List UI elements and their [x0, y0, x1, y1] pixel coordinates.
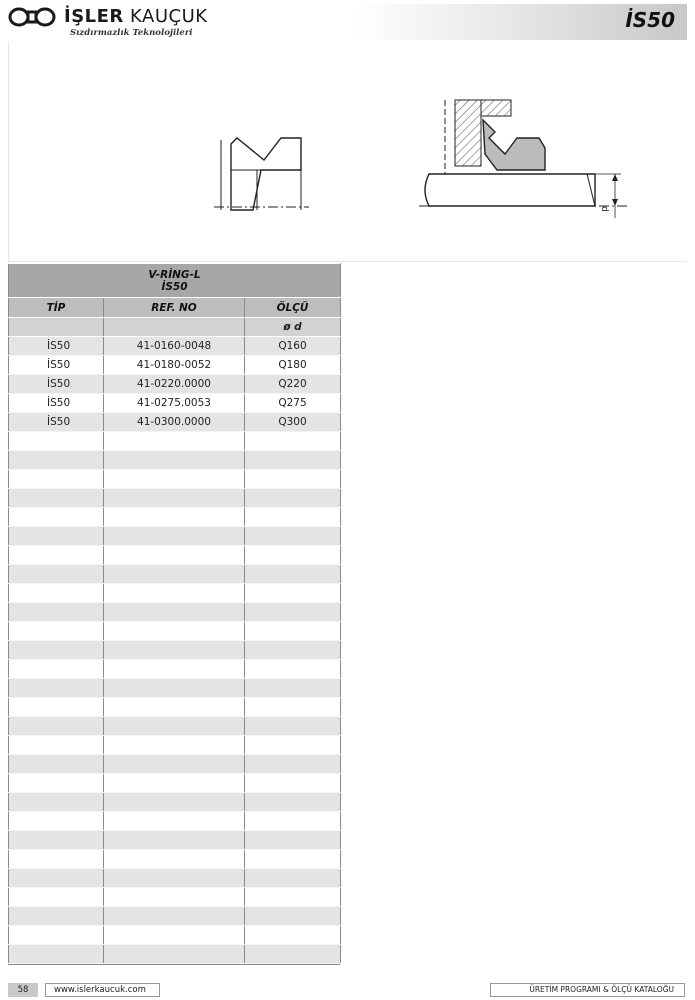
- empty-cell: [9, 584, 104, 603]
- dimension-d-label: d: [598, 206, 609, 212]
- subheader-ref: [104, 318, 245, 337]
- empty-cell: [245, 432, 341, 451]
- empty-cell: [9, 736, 104, 755]
- product-table: [8, 263, 341, 964]
- product-code: İS50: [625, 8, 675, 32]
- empty-cell: [104, 679, 245, 698]
- cell-tip: İS50: [9, 375, 104, 394]
- table-subheader-row: [9, 318, 341, 337]
- empty-cell: [104, 584, 245, 603]
- brand-name: İŞLER KAUÇUK: [64, 6, 208, 27]
- empty-cell: [9, 527, 104, 546]
- empty-cell: [245, 945, 341, 964]
- empty-cell: [9, 508, 104, 527]
- header-ref-no: REF. NO: [104, 298, 245, 318]
- cell-size: Q160: [245, 337, 341, 356]
- table-title-line1: V-RİNG-L: [148, 268, 201, 281]
- table-row-empty: [9, 527, 341, 546]
- table-row-empty: [9, 812, 341, 831]
- table-row-empty: [9, 451, 341, 470]
- table-row: [9, 394, 341, 413]
- empty-cell: [104, 907, 245, 926]
- cell-ref-no: 41-0275.0053: [104, 394, 245, 413]
- table-row-empty: [9, 793, 341, 812]
- empty-cell: [245, 698, 341, 717]
- empty-cell: [9, 869, 104, 888]
- empty-cell: [9, 831, 104, 850]
- empty-cell: [9, 945, 104, 964]
- empty-cell: [104, 831, 245, 850]
- empty-cell: [245, 470, 341, 489]
- table-row-empty: [9, 755, 341, 774]
- cell-tip: İS50: [9, 356, 104, 375]
- empty-cell: [9, 926, 104, 945]
- table-title: [9, 264, 341, 298]
- empty-cell: [104, 565, 245, 584]
- empty-cell: [104, 432, 245, 451]
- empty-cell: [9, 489, 104, 508]
- product-code-banner: [355, 4, 687, 40]
- cell-ref-no: 41-0300.0000: [104, 413, 245, 432]
- table-row-empty: [9, 869, 341, 888]
- company-logo: [8, 4, 348, 40]
- brand-tagline: Sızdırmazlık Teknolojileri: [70, 28, 193, 38]
- empty-cell: [104, 451, 245, 470]
- installation-view: [419, 100, 629, 218]
- logo-rings-icon: [8, 6, 56, 28]
- table-row-empty: [9, 489, 341, 508]
- empty-cell: [245, 508, 341, 527]
- empty-cell: [9, 717, 104, 736]
- header-olcu: ÖLÇÜ: [245, 298, 341, 318]
- empty-cell: [245, 793, 341, 812]
- empty-cell: [245, 584, 341, 603]
- table-row: [9, 413, 341, 432]
- table-row-empty: [9, 565, 341, 584]
- empty-cell: [245, 907, 341, 926]
- empty-cell: [104, 489, 245, 508]
- empty-cell: [104, 736, 245, 755]
- empty-cell: [9, 641, 104, 660]
- page-header: [0, 0, 695, 42]
- empty-cell: [104, 660, 245, 679]
- empty-cell: [9, 698, 104, 717]
- empty-cell: [245, 546, 341, 565]
- cell-size: Q220: [245, 375, 341, 394]
- empty-cell: [9, 812, 104, 831]
- cell-size: Q180: [245, 356, 341, 375]
- cell-ref-no: 41-0160-0048: [104, 337, 245, 356]
- table-row-empty: [9, 603, 341, 622]
- empty-cell: [245, 812, 341, 831]
- empty-cell: [104, 546, 245, 565]
- table-row-empty: [9, 546, 341, 565]
- empty-cell: [245, 603, 341, 622]
- empty-cell: [245, 622, 341, 641]
- empty-cell: [104, 945, 245, 964]
- catalog-title: ÜRETİM PROGRAMI & ÖLÇÜ KATALOĞU: [490, 983, 685, 997]
- table-row-empty: [9, 641, 341, 660]
- empty-cell: [104, 755, 245, 774]
- empty-cell: [245, 926, 341, 945]
- empty-cell: [104, 641, 245, 660]
- empty-cell: [104, 603, 245, 622]
- empty-cell: [104, 926, 245, 945]
- table-row-empty: [9, 774, 341, 793]
- empty-cell: [9, 603, 104, 622]
- empty-cell: [9, 451, 104, 470]
- empty-cell: [104, 774, 245, 793]
- empty-cell: [245, 679, 341, 698]
- empty-cell: [9, 850, 104, 869]
- cell-ref-no: 41-0220.0000: [104, 375, 245, 394]
- table-row-empty: [9, 907, 341, 926]
- table-row-empty: [9, 888, 341, 907]
- table-title-line2: İS50: [161, 280, 188, 293]
- empty-cell: [245, 831, 341, 850]
- empty-cell: [9, 679, 104, 698]
- table-row: [9, 337, 341, 356]
- subheader-tip: [9, 318, 104, 337]
- table-row-empty: [9, 679, 341, 698]
- table-row-empty: [9, 945, 341, 964]
- empty-cell: [9, 907, 104, 926]
- table-row-empty: [9, 926, 341, 945]
- empty-cell: [245, 869, 341, 888]
- empty-cell: [104, 622, 245, 641]
- empty-cell: [245, 489, 341, 508]
- table-row-empty: [9, 584, 341, 603]
- table-header-row: [9, 298, 341, 318]
- cell-tip: İS50: [9, 337, 104, 356]
- empty-cell: [9, 470, 104, 489]
- empty-cell: [104, 698, 245, 717]
- subheader-diameter: ø d: [245, 318, 341, 337]
- empty-cell: [245, 774, 341, 793]
- empty-cell: [9, 622, 104, 641]
- empty-cell: [245, 565, 341, 584]
- cell-ref-no: 41-0180-0052: [104, 356, 245, 375]
- page-number: 58: [8, 983, 38, 997]
- cell-size: Q275: [245, 394, 341, 413]
- table-row-empty: [9, 660, 341, 679]
- website-link[interactable]: www.islerkaucuk.com: [45, 983, 160, 997]
- table-row-empty: [9, 717, 341, 736]
- table-row-empty: [9, 736, 341, 755]
- empty-cell: [245, 850, 341, 869]
- cell-tip: İS50: [9, 394, 104, 413]
- empty-cell: [9, 660, 104, 679]
- table-row-empty: [9, 622, 341, 641]
- empty-cell: [9, 565, 104, 584]
- empty-cell: [9, 888, 104, 907]
- table-row-empty: [9, 470, 341, 489]
- table-row-empty: [9, 831, 341, 850]
- empty-cell: [104, 793, 245, 812]
- table-row: [9, 375, 341, 394]
- empty-cell: [245, 451, 341, 470]
- empty-cell: [104, 527, 245, 546]
- table-row-empty: [9, 850, 341, 869]
- empty-cell: [245, 641, 341, 660]
- technical-drawing: [8, 42, 686, 262]
- empty-cell: [104, 508, 245, 527]
- empty-cell: [104, 812, 245, 831]
- empty-cell: [245, 755, 341, 774]
- table-row: [9, 356, 341, 375]
- empty-cell: [245, 888, 341, 907]
- cell-size: Q300: [245, 413, 341, 432]
- seal-profile: [214, 138, 309, 210]
- empty-cell: [9, 432, 104, 451]
- empty-cell: [104, 869, 245, 888]
- empty-cell: [104, 717, 245, 736]
- empty-cell: [245, 660, 341, 679]
- empty-cell: [245, 736, 341, 755]
- empty-cell: [104, 850, 245, 869]
- empty-cell: [104, 888, 245, 907]
- empty-cell: [104, 470, 245, 489]
- empty-cell: [9, 793, 104, 812]
- header-tip: TİP: [9, 298, 104, 318]
- table-row-empty: [9, 508, 341, 527]
- empty-cell: [245, 527, 341, 546]
- empty-cell: [9, 774, 104, 793]
- empty-cell: [9, 546, 104, 565]
- empty-cell: [245, 717, 341, 736]
- cell-tip: İS50: [9, 413, 104, 432]
- seal-cross-section-drawing: [9, 42, 687, 262]
- page-footer: [0, 983, 695, 1000]
- empty-cell: [9, 755, 104, 774]
- table-row-empty: [9, 432, 341, 451]
- table-row-empty: [9, 698, 341, 717]
